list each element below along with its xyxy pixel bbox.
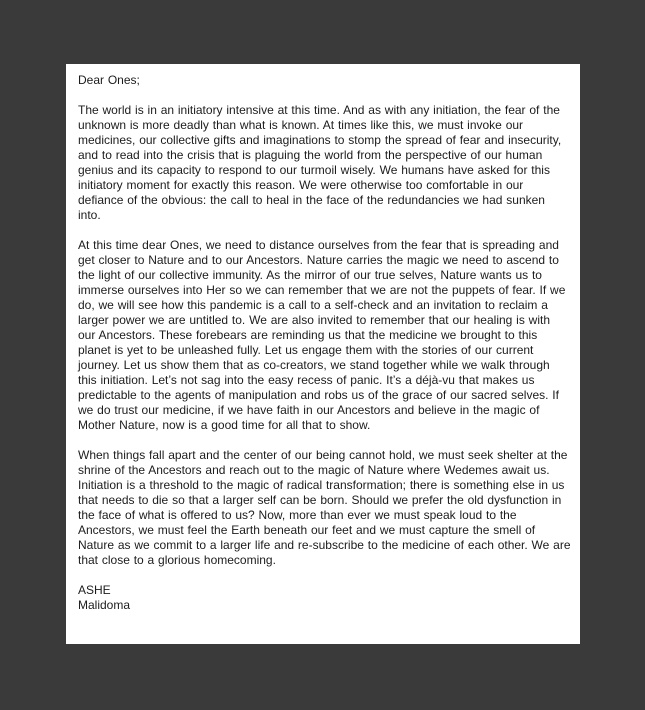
letter-paragraph-2: At this time dear Ones, we need to distance ourselves from the fear that is spreading and get closer to Nature and to our Ancestors. Nature carries the magic we need to ascend to the light of our collective immunity. As the mirror of our true selves, Nature wants us to immerse ourselves into Her so we can remember that we are not the puppets of fear. If we do, we will see how this pandemic is a call to a self-check and an invitation to reclaim a larger power we are untitled to. We are also invited to remember that our healing is with our Ancestors. These forebears are reminding us that the medicine we brought to this planet is yet to be unleashed fully. Let us engage them with the stories of our current journey. Let us show them that as co-creators, we stand together while we walk through this initiation. Let’s not sag into the easy recess of panic. It’s a déjà-vu that makes us predictable to the agents of manipulation and robs us of the grace of our sacred selves. If we do trust our medicine, if we have faith in our Ancestors and believe in the magic of Mother Nature, now is a good time for all that to show. [78, 238, 566, 432]
signoff-name: Malidoma [78, 598, 131, 612]
letter-paragraph-3: When things fall apart and the center of our being cannot hold, we must seek shelter at the shrine of the Ancestors and reach out to the magic of Nature where Wedemes await us. Initiation is a threshold to the magic of radical transformation; there is something else in us that needs to die so that a larger self can be born. Should we prefer the old dysfunction in the face of what is offered to us? Now, more than ever we must speak loud to the Ancestors, we must feel the Earth beneath our feet and we must capture the smell of Nature as we commit to a larger life and re-subscribe to the medicine of each other. We are that close to a glorious homecoming. [78, 448, 571, 567]
letter-paragraph-1: The world is in an initiatory intensive at this time. And as with any initiation, the fear of the unknown is more deadly than what is known. At times like this, we must invoke our medicines, our collective gifts and imaginations to stomp the spread of fear and insecurity, and to read into the crisis that is plaguing the world from the perspective of our human genius and its capacity to respond to our turmoil wisely. We humans have asked for this initiatory moment for exactly this reason. We were otherwise too comfortable in our defiance of the obvious: the call to heal in the face of the redundancies we had sunken into. [78, 103, 562, 222]
letter-page [66, 64, 580, 644]
signoff-ashe: ASHE [78, 583, 111, 597]
salutation: Dear Ones; [78, 73, 140, 87]
